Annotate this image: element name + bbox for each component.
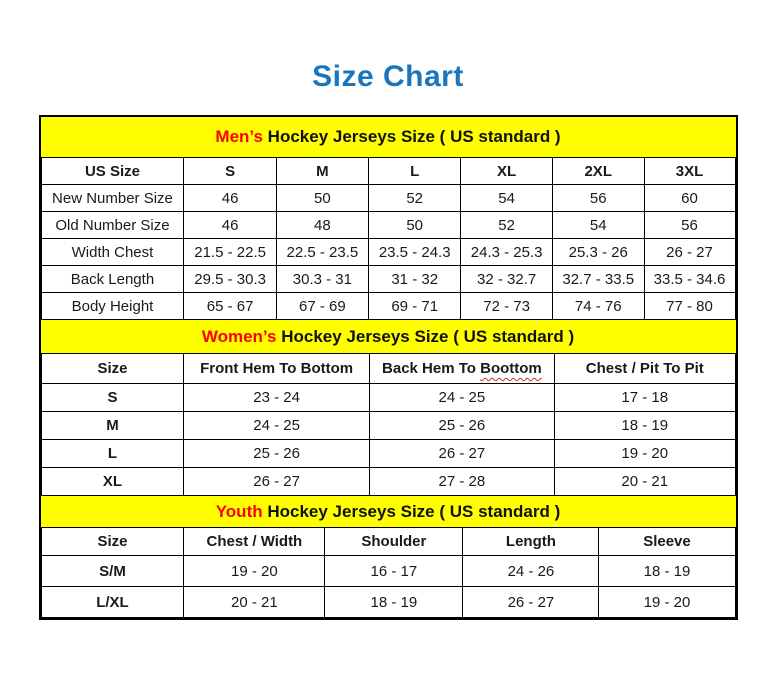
size-value: 18 - 19	[599, 556, 735, 587]
size-value: 20 - 21	[555, 468, 735, 496]
row-label: S	[41, 384, 184, 412]
row-label: M	[41, 412, 184, 440]
size-value: 21.5 - 22.5	[184, 239, 276, 266]
table-row	[41, 293, 735, 320]
row-label: S/M	[41, 556, 184, 587]
size-value: 22.5 - 23.5	[276, 239, 368, 266]
table-header-row	[41, 528, 735, 556]
size-value: 54	[461, 185, 553, 212]
size-value: 23 - 24	[184, 384, 369, 412]
size-value: 25 - 26	[369, 412, 554, 440]
table-header-row	[41, 158, 735, 185]
size-value: 54	[552, 212, 644, 239]
size-value: 20 - 21	[184, 587, 325, 618]
size-value: 52	[461, 212, 553, 239]
womens-size-table	[41, 353, 736, 496]
size-value: 74 - 76	[552, 293, 644, 320]
row-label: Body Height	[41, 293, 184, 320]
table-row	[41, 212, 735, 239]
size-value: 18 - 19	[555, 412, 735, 440]
mens-section-highlight: Men’s	[215, 127, 263, 146]
column-header: M	[276, 158, 368, 185]
size-value: 19 - 20	[555, 440, 735, 468]
size-value: 17 - 18	[555, 384, 735, 412]
size-value: 31 - 32	[369, 266, 461, 293]
mens-size-table	[41, 157, 736, 320]
size-value: 26 - 27	[184, 468, 369, 496]
column-header	[369, 354, 554, 384]
table-row	[41, 587, 735, 618]
youth-size-table	[41, 527, 736, 618]
size-value: 46	[184, 185, 276, 212]
row-label: Old Number Size	[41, 212, 184, 239]
size-value: 19 - 20	[184, 556, 325, 587]
column-header: Length	[463, 528, 599, 556]
table-row	[41, 468, 735, 496]
row-label: L	[41, 440, 184, 468]
womens-section-title-rest: Hockey Jerseys Size ( US standard )	[276, 327, 575, 346]
size-value: 56	[552, 185, 644, 212]
row-label: Width Chest	[41, 239, 184, 266]
column-header: Front Hem To Bottom	[184, 354, 369, 384]
size-chart-container	[39, 115, 738, 620]
size-value: 29.5 - 30.3	[184, 266, 276, 293]
womens-section-highlight: Women’s	[201, 327, 277, 346]
size-value: 24.3 - 25.3	[461, 239, 553, 266]
size-value: 33.5 - 34.6	[644, 266, 735, 293]
size-value: 32.7 - 33.5	[552, 266, 644, 293]
womens-section-title	[41, 320, 736, 353]
table-row	[41, 266, 735, 293]
table-row	[41, 412, 735, 440]
youth-section-highlight: Youth	[215, 502, 263, 521]
column-header: 3XL	[644, 158, 735, 185]
size-value: 24 - 25	[184, 412, 369, 440]
column-header: Chest / Pit To Pit	[555, 354, 735, 384]
size-value: 26 - 27	[644, 239, 735, 266]
column-header: Sleeve	[599, 528, 735, 556]
size-value: 25.3 - 26	[552, 239, 644, 266]
size-value: 24 - 25	[369, 384, 554, 412]
size-value: 30.3 - 31	[276, 266, 368, 293]
row-label: XL	[41, 468, 184, 496]
table-row	[41, 185, 735, 212]
size-value: 72 - 73	[461, 293, 553, 320]
table-row	[41, 440, 735, 468]
size-value: 50	[276, 185, 368, 212]
table-row	[41, 384, 735, 412]
page-title: Size Chart	[312, 60, 464, 93]
column-header: S	[184, 158, 276, 185]
table-row	[41, 556, 735, 587]
size-value: 69 - 71	[369, 293, 461, 320]
size-value: 50	[369, 212, 461, 239]
column-header-text: Back Hem To	[382, 360, 476, 377]
size-value: 77 - 80	[644, 293, 735, 320]
row-label: New Number Size	[41, 185, 184, 212]
size-value: 19 - 20	[599, 587, 735, 618]
youth-section-title	[41, 496, 736, 527]
size-value: 16 - 17	[325, 556, 463, 587]
size-value: 56	[644, 212, 735, 239]
column-header: Shoulder	[325, 528, 463, 556]
column-header: L	[369, 158, 461, 185]
size-value: 23.5 - 24.3	[369, 239, 461, 266]
column-header: Chest / Width	[184, 528, 325, 556]
size-value: 25 - 26	[184, 440, 369, 468]
table-row	[41, 239, 735, 266]
column-header: US Size	[41, 158, 184, 185]
size-value: 26 - 27	[369, 440, 554, 468]
table-header-row	[41, 354, 735, 384]
size-value: 18 - 19	[325, 587, 463, 618]
misspelled-word-spellcheck: Boottom	[480, 360, 542, 377]
mens-section-title	[41, 117, 736, 157]
column-header: XL	[461, 158, 553, 185]
column-header: Size	[41, 354, 184, 384]
mens-section-title-rest: Hockey Jerseys Size ( US standard )	[262, 127, 561, 146]
size-value: 24 - 26	[463, 556, 599, 587]
size-value: 26 - 27	[463, 587, 599, 618]
row-label: L/XL	[41, 587, 184, 618]
column-header: 2XL	[552, 158, 644, 185]
size-value: 27 - 28	[369, 468, 554, 496]
size-value: 52	[369, 185, 461, 212]
column-header: Size	[41, 528, 184, 556]
size-value: 32 - 32.7	[461, 266, 553, 293]
size-value: 65 - 67	[184, 293, 276, 320]
youth-section-title-rest: Hockey Jerseys Size ( US standard )	[262, 502, 561, 521]
size-value: 60	[644, 185, 735, 212]
size-value: 48	[276, 212, 368, 239]
size-value: 46	[184, 212, 276, 239]
row-label: Back Length	[41, 266, 184, 293]
size-value: 67 - 69	[276, 293, 368, 320]
